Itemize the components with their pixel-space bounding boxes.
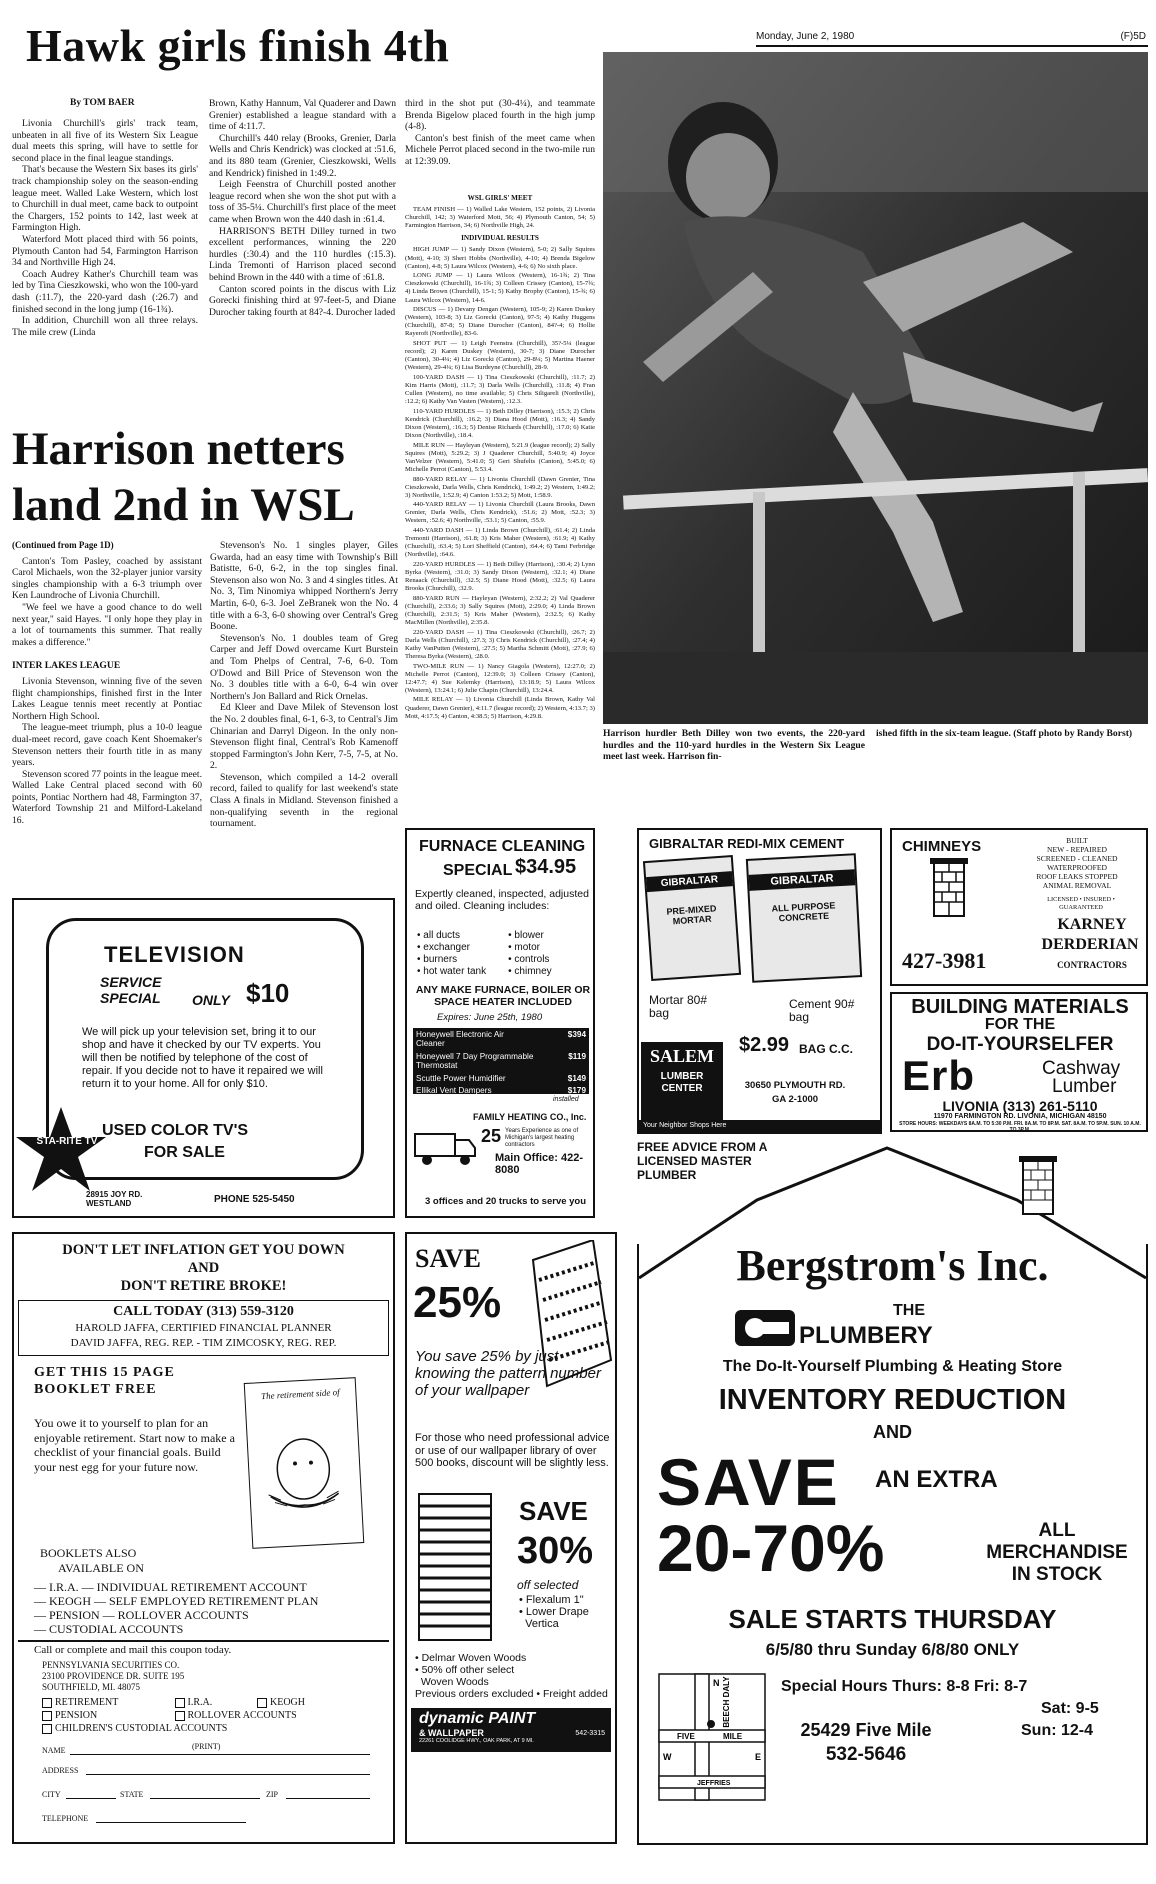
furnace-offices: 3 offices and 20 trucks to serve you <box>425 1196 587 1207</box>
service-line: BUILT <box>1066 836 1088 845</box>
paint-logo-addr: 22261 COOLIDGE HWY., OAK PARK, AT 9 MI. <box>419 1738 534 1744</box>
coupon-rule <box>18 1640 389 1642</box>
chimneys-licensed: LICENSED • INSURED • GUARANTEED <box>1047 896 1115 911</box>
blinds-icon <box>415 1492 495 1642</box>
plumber-an-extra: AN EXTRA <box>875 1466 998 1493</box>
chimneys-contractors: CONTRACTORS <box>1057 960 1127 970</box>
erb-address: 11970 FARMINGTON RD. LIVONIA, MICHIGAN 48150 <box>933 1113 1107 1120</box>
product-price: $179 <box>567 1085 586 1095</box>
plumber-all: ALL <box>1038 1520 1076 1541</box>
tv-used: USED COLOR TV'S <box>102 1122 249 1139</box>
paint-save: SAVE <box>415 1244 482 1273</box>
product-name: Honeywell 7 Day Programmable Thermostat <box>416 1052 534 1070</box>
check-row <box>42 1696 382 1709</box>
form-address-row <box>42 1766 382 1775</box>
product-row <box>416 1075 586 1084</box>
header-rule <box>756 45 1148 47</box>
product-price: $119 <box>568 1052 586 1061</box>
map-compass-w: W <box>663 1752 672 1762</box>
result-line: MILE RUN — Hayleyan (Western), 5:21.9 (league record); 2) Sally Squires (Mott), 5:29.2; 3) J Quaderer Churchill, 5:40.9; 4) Joyce VanVelzer (Western), 5:41.0; 5) Geri Shufelts (Canton), 5:45.0; 6) Michelle Perrot (Canton), 5:53.4. <box>405 441 595 473</box>
form-name-row <box>42 1742 382 1755</box>
checkbox-icon <box>42 1724 52 1734</box>
checkbox-ira[interactable] <box>175 1696 255 1709</box>
tv-for-sale: FOR SALE <box>144 1144 225 1161</box>
result-line: 100-YARD DASH — 1) Tina Cieszkowski (Churchill), :11.7; 2) Kim Harris (Mott), :11.7; 3) Darla Wells (Churchill), :11.8; 4) Fran Cullen (Western), no time available; 5) Chris Siligareli (Northville), :12.2; 6) Kathy Van Vasten (Western), :12.3. <box>405 373 595 406</box>
individual-title: INDIVIDUAL RESULTS <box>461 234 539 243</box>
cement-label: Cement 90# bag <box>789 997 855 1024</box>
hurdler-photo <box>603 52 1148 724</box>
plumber-free-advice: FREE ADVICE FROM A LICENSED MASTER PLUMBER <box>637 1140 797 1182</box>
article1-col3 <box>405 98 595 168</box>
result-line: 440-YARD RELAY — 1) Livonia Churchill (Laura Brooks, Dawn Grenier, Darla Wells, Chris Kendrick), :51.6; 2) Mott, :52.3; 3) Western, :52.6; 4) Northville, :53.1; 5) Canton, :55.9. <box>405 501 595 525</box>
photo-caption-left: Harrison hurdler Beth Dilley won two events, the 220-yard hurdles and the 110-yard hurdles in the Western Six League meet last week. Harrison fin- <box>603 728 865 762</box>
furnace-items <box>417 930 591 978</box>
check-row <box>42 1722 382 1735</box>
paint-logo <box>411 1708 611 1752</box>
chimneys-title: CHIMNEYS <box>902 838 982 855</box>
check-row <box>42 1709 382 1722</box>
plumber-inventory: INVENTORY REDUCTION <box>718 1384 1067 1416</box>
furnace-item: • exchanger <box>417 942 470 953</box>
paragraph: HARRISON'S BETH Dilley turned in two excellent performances, winning the 220 hurdles (:30.4) and the 110 hurdles (:15.3). Linda Tremonti of Harrison placed second behind Brown in the 440 with a time of :61.8. <box>209 225 396 283</box>
tv-title: TELEVISION <box>104 942 245 967</box>
result-line: 110-YARD HURDLES — 1) Beth Dilley (Harrison), :15.3; 2) Chris Kendrick (Churchill), :16.2; 3) Diana Hood (Mott), :16.3; 4) Sandy Dixon (Western), :16.3; 5) Denise Richards (Churchill), :17.0; 6) Katie Dixon (Northville), :18.4. <box>405 407 595 440</box>
furnace-main-office: Main Office: 422-8080 <box>495 1152 584 1176</box>
tv-price: $10 <box>246 978 290 1008</box>
paint-pct: 25% <box>413 1278 502 1327</box>
map-road-five: FIVE <box>677 1732 695 1741</box>
paint-item: Vertica <box>519 1618 559 1630</box>
tv-only: ONLY <box>192 992 230 1008</box>
finance-firm-addr1: 23100 PROVIDENCE DR. SUITE 195 <box>42 1671 185 1681</box>
paragraph: Churchill's 440 relay (Brooks, Grenier, Darla Wells and Chris Kendrick) was clocked at :51.6, and its 880 team (Grenier, Cieszkowski, Wells and Kendrick) finished in 1:49.2. <box>209 132 396 179</box>
finance-booklet-body: You owe it to yourself to plan for an enjoyable retirement. Start now to make a checklist of your financial goals. Build your nest egg for your future now. <box>34 1416 235 1474</box>
service-line: SCREENED - CLEANED <box>1036 854 1118 863</box>
checkbox-label: RETIREMENT <box>55 1697 119 1708</box>
concrete-bag <box>746 853 862 983</box>
product-name: Honeywell Electronic Air Cleaner <box>416 1030 504 1048</box>
furnace-company: FAMILY HEATING CO., Inc. <box>473 1112 587 1122</box>
checkbox-keogh[interactable] <box>257 1697 305 1708</box>
map-compass-n: N <box>713 1678 720 1688</box>
ad-television <box>12 898 395 1218</box>
paragraph: Stevenson's No. 1 singles player, Giles Gwarda, had an easy time with Township's Bill Batistte, 6-0, 6-2, in the top singles final. Stevenson also won No. 3 and 4 singles titles. At No. 3, Tim Ninomiya whipped Northern's Jerry Martin, 6-0, 6-3. Joel ZeBranek won the No. 4 title with a 6-3, 6-0 showing over Central's Greg Boone. <box>210 540 398 633</box>
furnace-item: • blower <box>508 930 544 941</box>
furnace-intro: Expertly cleaned, inspected, adjusted and oiled. Cleaning includes: <box>415 888 589 912</box>
plumber-save: SAVE <box>657 1445 840 1519</box>
product-row <box>416 1087 586 1096</box>
gibraltar-phone: GA 2-1000 <box>771 1094 819 1105</box>
photo-caption-right: ished fifth in the six-team league. (Staff photo by Randy Borst) <box>876 728 1133 739</box>
plumber-address: 25429 Five Mile <box>800 1720 932 1740</box>
finance-booklet-title: GET THIS 15 PAGE BOOKLET FREE <box>34 1365 175 1397</box>
plumber-merch: MERCHANDISE <box>986 1542 1128 1563</box>
telephone-field[interactable] <box>96 1822 246 1823</box>
mortar-bag-sub: PRE-MIXED MORTAR <box>666 903 717 927</box>
paint-bottom-line: Previous orders excluded • Freight added <box>415 1688 608 1700</box>
checkbox-label: ROLLOVER ACCOUNTS <box>187 1710 297 1721</box>
plumber-phone: 532-5646 <box>825 1744 907 1765</box>
finance-call: CALL TODAY (313) 559-3120 <box>113 1304 294 1319</box>
result-line: 220-YARD HURDLES — 1) Beth Dilley (Harrison), :30.4; 2) Lynn Byrka (Western), :31.0; 3) Sandy Dixon (Western), :32.1; 4) Diane Renaack (Churchill), :32.5; 5) Diane Hood (Mott), :32.5; 6) Laura Brooks (Churchill), :32.9. <box>405 560 595 593</box>
result-line: TWO-MILE RUN — 1) Nancy Giagola (Western), 12:27.0; 2) Michelle Perrot (Canton), 12:39.0; 3) Colleen Crissey (Canton), 12:47.7; 4) Sue Kelemky (Harrison), 13:18.9; 5) Laura Wilcox (Western), 13:24.1; 6) Julie Chapin (Churchill), 13:24.4. <box>405 662 595 694</box>
result-line: SHOT PUT — 1) Leigh Feenstra (Churchill), 35?-5¼ (league record); 2) Karen Duskey (Western), 30-7; 3) Diane Durocher (Canton), 30-4¼; 4) Liz Gorecki (Canton), 29-8¼; 5) Martina Haener (Western), 29-4¼; 6) Lisa Burdeyne (Churchill), 28-9. <box>405 340 595 372</box>
topic-line: — I.R.A. — INDIVIDUAL RETIREMENT ACCOUNT <box>34 1580 307 1594</box>
plumber-and: AND <box>873 1422 912 1442</box>
paint-bottom-line: Woven Woods <box>415 1676 489 1688</box>
paragraph: Leigh Feenstra of Churchill posted another league record when she won the shot put with a toss of 35-5¼. Churchill's first place of the meet came when Brown won the 440 dash in :61.4. <box>209 179 396 225</box>
form-city-row <box>42 1790 382 1799</box>
topic-line: — KEOGH — SELF EMPLOYED RETIREMENT PLAN <box>34 1594 319 1608</box>
results-box <box>405 190 595 720</box>
concrete-bag-brand: GIBRALTAR <box>749 869 856 891</box>
paragraph: Livonia Churchill's girls' track team, unbeaten in all five of its Western Six League dual meets this spring, will have to settle for second place in the final league standings. <box>12 118 198 164</box>
booklet-cover <box>244 1377 365 1549</box>
furnace-any-make: ANY MAKE FURNACE, BOILER OR SPACE HEATER INCLUDED <box>415 984 591 1008</box>
furnace-price: $34.95 <box>515 856 577 878</box>
paragraph: In addition, Churchill won all three relays. The mile crew (Linda <box>12 315 198 338</box>
furnace-expires: Expires: June 25th, 1980 <box>437 1012 543 1023</box>
plumber-sat: Sat: 9-5 <box>1041 1700 1099 1717</box>
service-line: ROOF LEAKS STOPPED <box>1036 872 1118 881</box>
paint-bottom-line: • Delmar Woven Woods <box>415 1652 527 1664</box>
checkbox-label: PENSION <box>55 1710 98 1721</box>
product-price: $394 <box>567 1030 586 1039</box>
salem-logo <box>641 1042 723 1120</box>
finance-also: BOOKLETS ALSO <box>40 1546 137 1560</box>
chimney-icon <box>914 858 984 918</box>
telephone-label: TELEPHONE <box>42 1814 89 1823</box>
continued-line: (Continued from Page 1D) <box>12 540 114 550</box>
truck-icon <box>413 1128 477 1168</box>
erb-line3: DO-IT-YOURSELFER <box>926 1034 1114 1055</box>
result-line: MILE RELAY — 1) Livonia Churchill (Linda Brown, Kathy Val Quaderer, Dawn Grenier), 4:11.7 (league record); 2) Western, 4:13.7; 3) Mott, 4:17.5; 4) Canton, 4:38.5; 5) Harrison, 4:29.8. <box>405 696 595 720</box>
paragraph: Brown, Kathy Hannum, Val Quaderer and Dawn Grenier) established a league standard with a time of 4:11.7. <box>209 98 396 133</box>
team-finish: TEAM FINISH — 1) Walled Lake Western, 152 points, 2) Livonia Churchill, 142; 3) Waterford Mott, 56; 4) Plymouth Canton, 54; 5) Farmington Harrison, 34; 6) Northville High, 24. <box>405 206 595 230</box>
plumber-hours: Special Hours Thurs: 8-8 Fri: 8-7 <box>781 1678 1028 1695</box>
furnace-item: • controls <box>508 954 550 965</box>
furnace-installed: installed <box>553 1096 579 1103</box>
paragraph: Coach Audrey Kather's Churchill team was led by Tina Cieszkowski, who won the 100-yard dash (:11.7), the 220-yard dash (:26.7) and finished second in the long jump (16-1¾). <box>12 268 199 315</box>
paint-logo-phone: 542-3315 <box>575 1730 605 1737</box>
finance-checks <box>42 1696 382 1735</box>
paint-body: For those who need professional advice or use of our wallpaper library of over 500 books, discount will be slightly less. <box>415 1432 610 1469</box>
article2-headline-line1: Harrison netters <box>12 423 345 475</box>
paragraph: Canton's best finish of the meet came when Michele Perrot placed second in the two-mile run at 12:39.09. <box>405 132 595 167</box>
checkbox-label: KEOGH <box>270 1697 305 1708</box>
salem-logo-title: SALEM <box>649 1046 714 1066</box>
concrete-bag-sub: ALL PURPOSE CONCRETE <box>771 900 836 924</box>
checkbox-icon <box>42 1711 52 1721</box>
print-label: (PRINT) <box>192 1742 221 1751</box>
page-header <box>756 31 1146 45</box>
zip-label: ZIP <box>266 1790 278 1799</box>
paragraph: Livonia Stevenson, winning five of the seven flight championships, finished first in the Inter Lakes League tennis meet recently at Pontiac Northern High School. <box>12 675 202 722</box>
product-row <box>416 1053 586 1070</box>
mortar-label: Mortar 80# bag <box>649 993 708 1020</box>
plumbery-logo <box>733 1302 1033 1352</box>
tv-body: We will pick up your television set, bring it to our shop and have it checked by our TV experts. You will then be notified by telephone of the cost of repair. If you decide not to have it repaired we will return it to your home. All for only $10. <box>82 1026 323 1090</box>
paint-logo-sub: & WALLPAPER <box>419 1728 484 1738</box>
gibraltar-title: GIBRALTAR REDI-MIX CEMENT <box>649 836 845 851</box>
ad-plumber <box>637 1140 1148 1845</box>
plumber-dates: 6/5/80 thru Sunday 6/8/80 ONLY <box>765 1640 1020 1659</box>
results-title: WSL GIRLS' MEET <box>467 194 533 202</box>
furnace-item: • burners <box>417 954 458 965</box>
article2-col2 <box>210 540 398 830</box>
furnace-item: • hot water tank <box>417 966 487 977</box>
address-field[interactable] <box>86 1774 370 1775</box>
chimneys-name2: DERDERIAN <box>1041 936 1139 953</box>
furnace-special: SPECIAL <box>443 862 513 879</box>
zip-field[interactable] <box>286 1798 370 1799</box>
form-phone-row <box>42 1814 382 1823</box>
nest-egg-icon <box>246 1396 360 1521</box>
erb-cashway-1: Cashway <box>1042 1058 1121 1079</box>
plumber-starts: SALE STARTS THURSDAY <box>728 1604 1057 1634</box>
paragraph: Canton's Tom Pasley, coached by assistant Carol Michaels, won the 32-player junior varsity singles championship with a 6-3 triumph over Ken Laundroche of Livonia Churchill. <box>12 555 202 602</box>
plumber-tagline: The Do-It-Yourself Plumbing & Heating Store <box>722 1358 1063 1375</box>
paint-pct2: 30% <box>517 1530 594 1572</box>
furnace-item: • motor <box>508 942 540 953</box>
result-line: 440-YARD DASH — 1) Linda Brown (Churchill), :61.4; 2) Linda Tremonti (Harrison), :61.8; 3) Kris Maher (Western), :61.9; 4) Kathy (Churchill), :63.4; 5) Lori Sheffield (Canton), :64.4; 6) Tami Ferbridge (Northville), :64.6. <box>405 527 595 559</box>
checkbox-rollover[interactable] <box>175 1710 297 1721</box>
pipe-wrench-icon <box>733 1302 797 1352</box>
checkbox-label: I.R.A. <box>187 1697 213 1708</box>
paint-save2: SAVE <box>519 1496 588 1526</box>
paint-bottom <box>415 1652 615 1700</box>
result-line: LONG JUMP — 1) Laura Wilcox (Western), 16-1¾; 2) Tina Cieszkowski (Churchill), 16-1¾; 3) Colleen Crissey (Canton), 15-7¾; 4) Linda Brown (Churchill), 15-1; 5) Kathy Brophy (Canton), 15-¾; 6) Laura Wilcox (Western), 14-6. <box>405 272 595 304</box>
tv-service: SERVICE SPECIAL <box>100 974 162 1006</box>
paragraph: Waterford Mott placed third with 56 points, Plymouth Canton had 54, Farmington Harrison 34 and Northville High 24. <box>12 233 198 269</box>
product-price: $149 <box>567 1074 586 1083</box>
paragraph: Stevenson, which compiled a 14-2 overall record, failed to qualify for last weekend's state Class A finals in Midland. Stevenson finished a non-qualifying seventh in the regional tournament. <box>210 771 398 830</box>
result-line: DISCUS — 1) Devany Dengan (Western), 105-9; 2) Karen Duskey (Western), 103-8; 3) Liz Gorecki (Canton), 97-5; 4) Kathy Huggens (Churchill), 87-8; 5) Diane Durocher (Canton), 84?-4; 6) Hollie Rayeroft (Northville), 83-6. <box>405 306 595 338</box>
state-label: STATE <box>120 1790 144 1799</box>
erb-line1: BUILDING MATERIALS <box>911 996 1129 1018</box>
result-line: 220-YARD DASH — 1) Tina Cieszkowski (Churchill), :26.7; 2) Darla Wells (Churchill), :27.3; 3) Chris Kendrick (Churchill), :27.4; 4) Kathy VanPutten (Western), :27.5; 5) Martha Schmitt (Mott), :27.9; 6) Theresa Byrka (Western), :28.0. <box>405 628 595 660</box>
article2-col1 <box>12 540 202 827</box>
furnace-years-text: Years Experience as one of Michigan's largest heating contractors <box>505 1128 579 1148</box>
location-map <box>657 1672 767 1802</box>
tv-address: 28915 JOY RD. WESTLAND <box>86 1190 143 1208</box>
product-name: Ellikal Vent Dampers <box>416 1085 492 1095</box>
ad-gibraltar <box>637 828 882 1134</box>
checkbox-icon <box>42 1698 52 1708</box>
map-road-mile: MILE <box>723 1732 743 1741</box>
service-line: NEW - REPAIRED <box>1047 845 1107 854</box>
checkbox-retirement[interactable] <box>42 1696 172 1709</box>
city-label: CITY <box>42 1790 61 1799</box>
map-road-jeffries: JEFFRIES <box>697 1780 731 1787</box>
result-line: 880-YARD RUN — Hayleyan (Western), 2:32.2; 2) Val Quaderer (Churchill), 2:33.6; 3) Sally Squires (Mott), 2:29.0; 4) Linda Brown (Churchill), 2:31.5; 5) Kris Maher (Western), 2:32.5; 6) Kathy MacMillen (Northville), 2:35.8. <box>405 594 595 627</box>
chimneys-services <box>1010 836 1144 890</box>
service-line: ANIMAL REMOVAL <box>1042 881 1112 890</box>
paragraph: Canton scored points in the discus with Liz Gorecki finishing third at 97-feet-5, and Diane Durocher taking fourth at 84?-4. Durocher laded <box>209 283 396 318</box>
topic-line: — CUSTODIAL ACCOUNTS <box>34 1622 184 1636</box>
product-name: Scuttle Power Humidifier <box>416 1074 506 1083</box>
paragraph: The league-meet triumph, plus a 10-0 league dual-meet record, gave coach Kent Shoemaker's Stevenson netters their fourth title in as many years. <box>12 722 202 769</box>
furnace-item: • chimney <box>508 966 552 977</box>
tv-logo: STA-RITE TV <box>36 1136 98 1147</box>
paragraph: Stevenson's No. 1 doubles team of Greg Carper and Jeff Dowd overcame Kurt Burstein and Tom Phelps of Central, 7-6, 6-0. Tom O'Dowd and Bill Price of Stevenson won the No. 3 doubles title with a 6-0, 6-4 win over Northern's Jon Ballard and Rick Ornelas. <box>210 632 398 702</box>
product-row <box>416 1031 586 1048</box>
name-label: NAME <box>42 1746 66 1755</box>
furnace-title: FURNACE CLEANING <box>419 838 586 855</box>
furnace-years: 25 <box>481 1126 502 1146</box>
paint-logo-title: dynamic PAINT <box>419 1710 536 1727</box>
article1-col1 <box>12 118 198 338</box>
result-line: HIGH JUMP — 1) Sandy Dixon (Western), 5-0; 2) Sally Squires (Mott), 4-10; 3) Sheri Hobbs (Northville), 4-10; 4) Brenda Bigelow (Canton), 4-8; 5) Laura Wilcox (Western), 4-6; 6) No sixth place. <box>405 246 595 270</box>
map-road-beech-daly: BEECH DALY <box>722 1676 731 1728</box>
page-date: Monday, June 2, 1980 <box>756 31 855 42</box>
subhead: INTER LAKES LEAGUE <box>12 660 121 672</box>
paint-items <box>519 1594 615 1630</box>
paint-off: off selected <box>517 1578 579 1592</box>
checkbox-icon <box>175 1698 185 1708</box>
finance-firm-addr2: SOUTHFIELD, MI. 48075 <box>42 1682 140 1692</box>
plumber-stock: IN STOCK <box>1011 1564 1103 1585</box>
checkbox-icon <box>257 1698 267 1708</box>
topic-line: — PENSION — ROLLOVER ACCOUNTS <box>34 1608 249 1622</box>
ad-chimneys <box>890 828 1148 986</box>
chimneys-name1: KARNEY <box>1057 916 1127 933</box>
furnace-item: • all ducts <box>417 930 460 941</box>
gibraltar-bag-cc: BAG C.C. <box>799 1042 853 1056</box>
plumbery-name: PLUMBERY <box>799 1322 933 1349</box>
tv-phone: PHONE 525-5450 <box>214 1194 295 1205</box>
paint-item: • Flexalum 1" <box>519 1594 584 1606</box>
finance-topics <box>34 1580 384 1636</box>
gibraltar-address: 30650 PLYMOUTH RD. <box>744 1080 846 1091</box>
result-line: 880-YARD RELAY — 1) Livonia Churchill (Dawn Grenier, Tina Cieszkowski, Darla Wells, Chris Kendrick), 1:49.2; 2) Western, 1:49.2; 3) Northville, 1:52.9; 4) Canton 1:53.2; 5) Mott, 1:58.9. <box>405 475 595 499</box>
furnace-products <box>413 1028 589 1094</box>
erb-line2: FOR THE <box>984 1016 1056 1033</box>
finance-h2: AND <box>187 1260 220 1276</box>
paint-tagline: You save 25% by just knowing the pattern number of your wallpaper <box>415 1348 601 1399</box>
paragraph: "We feel we have a good chance to do well next year," said Hayes. "I only hope they play in a lot of tournaments this summer. That really makes a difference." <box>12 601 202 648</box>
mortar-bag <box>643 855 741 981</box>
paragraph: Stevenson scored 77 points in the league meet. Walled Lake Central placed second with 60 points, Pontiac Northern had 48, Farmington 37, Waterford Township 21 and Milford-Lakeland 16. <box>12 768 202 827</box>
finance-coupon: Call or complete and mail this coupon today. <box>34 1644 232 1656</box>
ad-finance <box>12 1232 395 1844</box>
erb-logo: Erb <box>902 1052 976 1099</box>
checkbox-pension[interactable] <box>42 1709 172 1722</box>
plumber-pct: 20-70% <box>657 1511 885 1585</box>
hurdler-illustration <box>603 52 1148 724</box>
finance-h3: DON'T RETIRE BROKE! <box>120 1278 287 1294</box>
service-line: WATERPROOFED <box>1047 863 1107 872</box>
salem-logo-sub: LUMBER CENTER <box>660 1071 704 1094</box>
map-compass-e: E <box>755 1752 762 1762</box>
paint-bottom-line: • 50% off other select <box>415 1664 515 1676</box>
plumber-sun: Sun: 12-4 <box>1021 1722 1094 1739</box>
page-section: (F)5D <box>1120 31 1146 42</box>
erb-hours: STORE HOURS: WEEKDAYS 8A.M. TO 5:30 P.M. FRI. 8A.M. TO 8P.M. SAT. 8A.M. TO 5P.M. SUN. 10 A.M. TO 3P.M. <box>899 1121 1141 1133</box>
address-label: ADDRESS <box>42 1766 79 1775</box>
finance-line1: HAROLD JAFFA, CERTIFIED FINANCIAL PLANNER <box>75 1322 332 1334</box>
finance-h1: DON'T LET INFLATION GET YOU DOWN <box>62 1242 345 1258</box>
state-field[interactable] <box>150 1798 260 1799</box>
plumber-name: Bergstrom's Inc. <box>736 1241 1049 1290</box>
erb-city-phone: LIVONIA (313) 261-5110 <box>942 1098 1098 1114</box>
ad-erb <box>890 992 1148 1132</box>
article2-headline <box>12 421 402 533</box>
paragraph: Ed Kleer and Dave Milek of Stevenson lost the No. 2 doubles final, 6-1, 6-3, to Central's Jim Chinarian and Darryl Digeon. In the only non-Stevenson flight final, Central's Rob Kamenoff stopped Farmington's John Kerr, 7-5, 7-5, at No. 2. <box>210 702 398 772</box>
name-field[interactable] <box>70 1754 370 1755</box>
star-logo-icon <box>6 1105 116 1195</box>
paragraph: third in the shot put (30-4¼), and teammate Brenda Bigelow placed fourth in the high jump (4-8). <box>405 98 595 133</box>
finance-line2: DAVID JAFFA, REG. REP. - TIM ZIMCOSKY, REG. REP. <box>70 1337 337 1349</box>
ad-paint <box>405 1232 617 1844</box>
plumbery-the: THE <box>893 1302 925 1319</box>
city-field[interactable] <box>66 1798 116 1799</box>
paragraph: That's because the Western Six bases its girls' track championship soley on the season-ending league meet. Walled Lake Western, which lost to Churchill in dual meet, came back to outpoint the Chargers, 152 points to 142, last week at Farmington High. <box>12 164 198 234</box>
checkbox-custodial[interactable] <box>42 1723 227 1734</box>
gibraltar-price: $2.99 <box>739 1034 790 1056</box>
article1-byline: By TOM BAER <box>70 98 135 108</box>
chimneys-phone: 427-3981 <box>902 948 987 973</box>
finance-available: AVAILABLE ON <box>58 1561 144 1575</box>
booklet-cover-title: The retirement side of <box>260 1387 340 1402</box>
article1-headline: Hawk girls finish 4th <box>26 20 450 71</box>
finance-firm: PENNSYLVANIA SECURITIES CO. <box>42 1660 180 1670</box>
ad-furnace <box>405 828 595 1218</box>
paint-item: • Lower Drape <box>519 1606 589 1618</box>
checkbox-label: CHILDREN'S CUSTODIAL ACCOUNTS <box>55 1723 228 1734</box>
gibraltar-footer: Your Neighbor Shops Here <box>639 1120 880 1132</box>
article1-col2 <box>209 98 396 318</box>
erb-cashway-2: Lumber <box>1052 1076 1117 1097</box>
article2-headline-line2: land 2nd in WSL <box>12 479 355 531</box>
mortar-bag-brand: GIBRALTAR <box>646 871 733 892</box>
checkbox-icon <box>175 1711 185 1721</box>
